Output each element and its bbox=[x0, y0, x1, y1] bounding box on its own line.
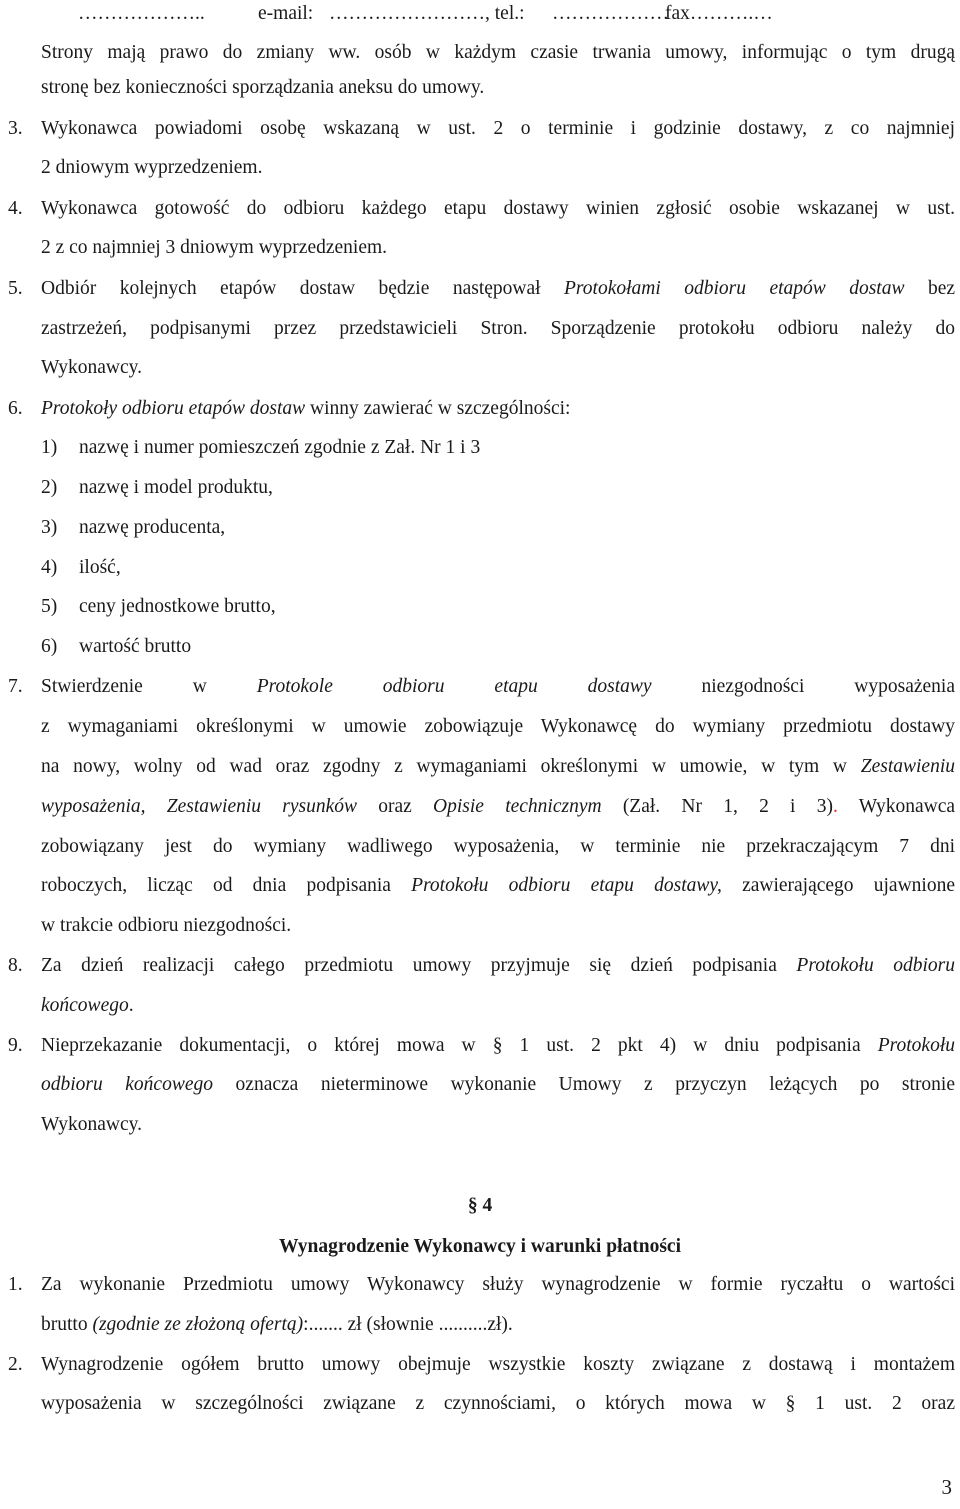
paragraph-8-italic-protokolu: Protokołu odbioru bbox=[796, 955, 956, 976]
paragraph-5-number: 5. bbox=[8, 278, 23, 299]
list-item-text: nazwę i numer pomieszczeń zgodnie z Zał. Nr 1 i 3 bbox=[79, 437, 481, 458]
paragraph-7-italic-zestawieniu: Zestawieniu bbox=[860, 756, 956, 777]
intro-text-2: stronę bez konieczności sporządzania aneksu do umowy. bbox=[41, 77, 485, 98]
paragraph-7-attachments bbox=[623, 796, 838, 817]
paragraph-7-text-4 bbox=[41, 794, 955, 820]
paragraph-3-number: 3. bbox=[8, 118, 23, 139]
paragraph-7-text-6a: roboczych, licząc od dnia podpisania bbox=[41, 875, 391, 896]
paragraph-8-period: . bbox=[128, 995, 134, 1016]
paragraph-9-number: 9. bbox=[8, 1035, 23, 1056]
list-item-number: 6) bbox=[41, 636, 58, 657]
fax-label: fax……….… bbox=[665, 3, 773, 24]
paragraph-7-text-6c: zawierającego ujawnione bbox=[742, 875, 955, 896]
section-paragraph-2-number: 2. bbox=[8, 1354, 23, 1375]
paragraph-9-italic-odbioru: odbioru końcowego bbox=[41, 1074, 214, 1095]
list-item-text: wartość brutto bbox=[79, 636, 192, 657]
paragraph-8-text-1a: Za dzień realizacji całego przedmiotu umowy przyjmuje się dzień podpisania bbox=[41, 955, 777, 976]
section-title: Wynagrodzenie Wykonawcy i warunki płatności bbox=[279, 1236, 681, 1257]
paragraph-8-text-2 bbox=[41, 993, 134, 1019]
paragraph-7-italic-wyposazenia: wyposażenia, Zestawieniu rysunków bbox=[41, 796, 358, 817]
section-number: § 4 bbox=[467, 1195, 493, 1216]
list-item-text: ilość, bbox=[79, 557, 121, 578]
paragraph-7-text-4b: oraz bbox=[378, 796, 412, 817]
paragraph-7-text-1a: Stwierdzenie w bbox=[41, 676, 207, 697]
list-item-text: nazwę i model produktu, bbox=[79, 477, 273, 498]
list-item-number: 1) bbox=[41, 437, 58, 458]
paragraph-7-text-1c: niezgodności wyposażenia bbox=[701, 676, 955, 697]
contact-dots-3: ……………… bbox=[552, 3, 669, 24]
paragraph-6-italic-protocols: Protokoły odbioru etapów dostaw bbox=[41, 398, 306, 419]
section-paragraph-2-text-2: wyposażenia w szczególności związane z czynnościami, o których mowa w § 1 ust. 2 oraz bbox=[41, 1393, 955, 1414]
paragraph-7-text-6 bbox=[41, 873, 955, 899]
paragraph-7-text-7: w trakcie odbioru niezgodności. bbox=[41, 915, 292, 936]
paragraph-7-italic-protocol: Protokole odbioru etapu dostawy bbox=[256, 676, 652, 697]
paragraph-8-number: 8. bbox=[8, 955, 23, 976]
paragraph-5-italic-protocols: Protokołami odbioru etapów dostaw bbox=[564, 278, 905, 299]
paragraph-6-text-1 bbox=[41, 396, 570, 422]
paragraph-9-text-3: Wykonawcy. bbox=[41, 1114, 142, 1135]
section-paragraph-1-number: 1. bbox=[8, 1274, 23, 1295]
paragraph-9-text-2b: oznacza nieterminowe wykonanie Umowy z przyczyn leżących po stronie bbox=[235, 1074, 956, 1095]
paragraph-7-text-5: zobowiązany jest do wymiany wadliwego wyposażenia, w terminie nie przekraczającym 7 dni bbox=[41, 836, 955, 857]
section-paragraph-1-amount: :....... zł (słownie ..........zł). bbox=[303, 1314, 513, 1335]
list-item-number: 4) bbox=[41, 557, 58, 578]
paragraph-8-italic-koncowego: końcowego bbox=[41, 995, 129, 1016]
paragraph-8-text-1 bbox=[41, 953, 955, 979]
paragraph-4-text-1: Wykonawca gotowość do odbioru każdego etapu dostawy winien zgłosić osobie wskazanej w ust. bbox=[41, 198, 955, 219]
paragraph-9-text-1a: Nieprzekazanie dokumentacji, o której mowa w § 1 ust. 2 pkt 4) w dniu podpisania bbox=[41, 1035, 861, 1056]
section-paragraph-1-text-1: Za wykonanie Przedmiotu umowy Wykonawcy służy wynagrodzenie w formie ryczałtu o wartości bbox=[41, 1274, 955, 1295]
paragraph-3-text-1: Wykonawca powiadomi osobę wskazaną w ust. 2 o terminie i godzinie dostawy, z co najmniej bbox=[41, 118, 955, 139]
paragraph-7-number: 7. bbox=[8, 676, 23, 697]
paragraph-7-text-2: z wymaganiami określonymi w umowie zobowiązuje Wykonawcę do wymiany przedmiotu dostawy bbox=[41, 716, 955, 737]
paragraph-7-text-4f: Wykonawca bbox=[858, 796, 955, 817]
paragraph-4-text-2: 2 z co najmniej 3 dniowym wyprzedzeniem. bbox=[41, 237, 388, 258]
list-item-text: nazwę producenta, bbox=[79, 517, 226, 538]
paragraph-7-text-3a: na nowy, wolny od wad oraz zgodny z wymaganiami określonymi w umowie, w tym w bbox=[41, 756, 848, 777]
contact-dots-1: ……………….. bbox=[78, 3, 205, 24]
section-paragraph-1-text-2 bbox=[41, 1312, 513, 1338]
intro-text-1: Strony mają prawo do zmiany ww. osób w każdym czasie trwania umowy, informując o tym drugą bbox=[41, 42, 955, 63]
page-number: 3 bbox=[941, 1475, 952, 1499]
paragraph-7-red-period: . bbox=[832, 796, 838, 817]
paragraph-5-text-1 bbox=[41, 276, 955, 302]
paragraph-9-text-2 bbox=[41, 1072, 955, 1098]
contact-dots-2: ……………………, tel.: bbox=[329, 3, 525, 24]
paragraph-7-italic-opis: Opisie technicznym bbox=[433, 796, 602, 817]
list-item-number: 2) bbox=[41, 477, 58, 498]
paragraph-5-text-3: Wykonawcy. bbox=[41, 357, 142, 378]
paragraph-7-italic-protokolu: Protokołu odbioru etapu dostawy, bbox=[411, 875, 722, 896]
list-item-text: ceny jednostkowe brutto, bbox=[79, 596, 276, 617]
section-paragraph-2-text-1: Wynagrodzenie ogółem brutto umowy obejmuje wszystkie koszty związane z dostawą i montażem bbox=[41, 1354, 955, 1375]
paragraph-9-text-1 bbox=[41, 1033, 955, 1059]
section-paragraph-1-italic-offer: (zgodnie ze złożoną ofertą) bbox=[92, 1314, 304, 1335]
paragraph-9-italic-protokolu: Protokołu bbox=[877, 1035, 956, 1056]
list-item-number: 3) bbox=[41, 517, 58, 538]
paragraph-6-text-1b: winny zawierać w szczególności: bbox=[310, 398, 571, 419]
paragraph-7-text-1 bbox=[41, 674, 955, 700]
paragraph-5-text-2: zastrzeżeń, podpisanymi przez przedstawicieli Stron. Sporządzenie protokołu odbioru należy do bbox=[41, 318, 955, 339]
paragraph-4-number: 4. bbox=[8, 198, 23, 219]
section-paragraph-1-brutto: brutto bbox=[41, 1314, 88, 1335]
paragraph-5-text-1a: Odbiór kolejnych etapów dostaw będzie następował bbox=[41, 278, 541, 299]
paragraph-6-number: 6. bbox=[8, 398, 23, 419]
paragraph-5-text-1c: bez bbox=[927, 278, 955, 299]
paragraph-7-text-4d: (Zał. Nr 1, 2 i 3) bbox=[622, 796, 833, 817]
paragraph-7-text-3 bbox=[41, 754, 955, 780]
email-label: e-mail: bbox=[258, 3, 314, 24]
paragraph-3-text-2: 2 dniowym wyprzedzeniem. bbox=[41, 157, 263, 178]
list-item-number: 5) bbox=[41, 596, 58, 617]
